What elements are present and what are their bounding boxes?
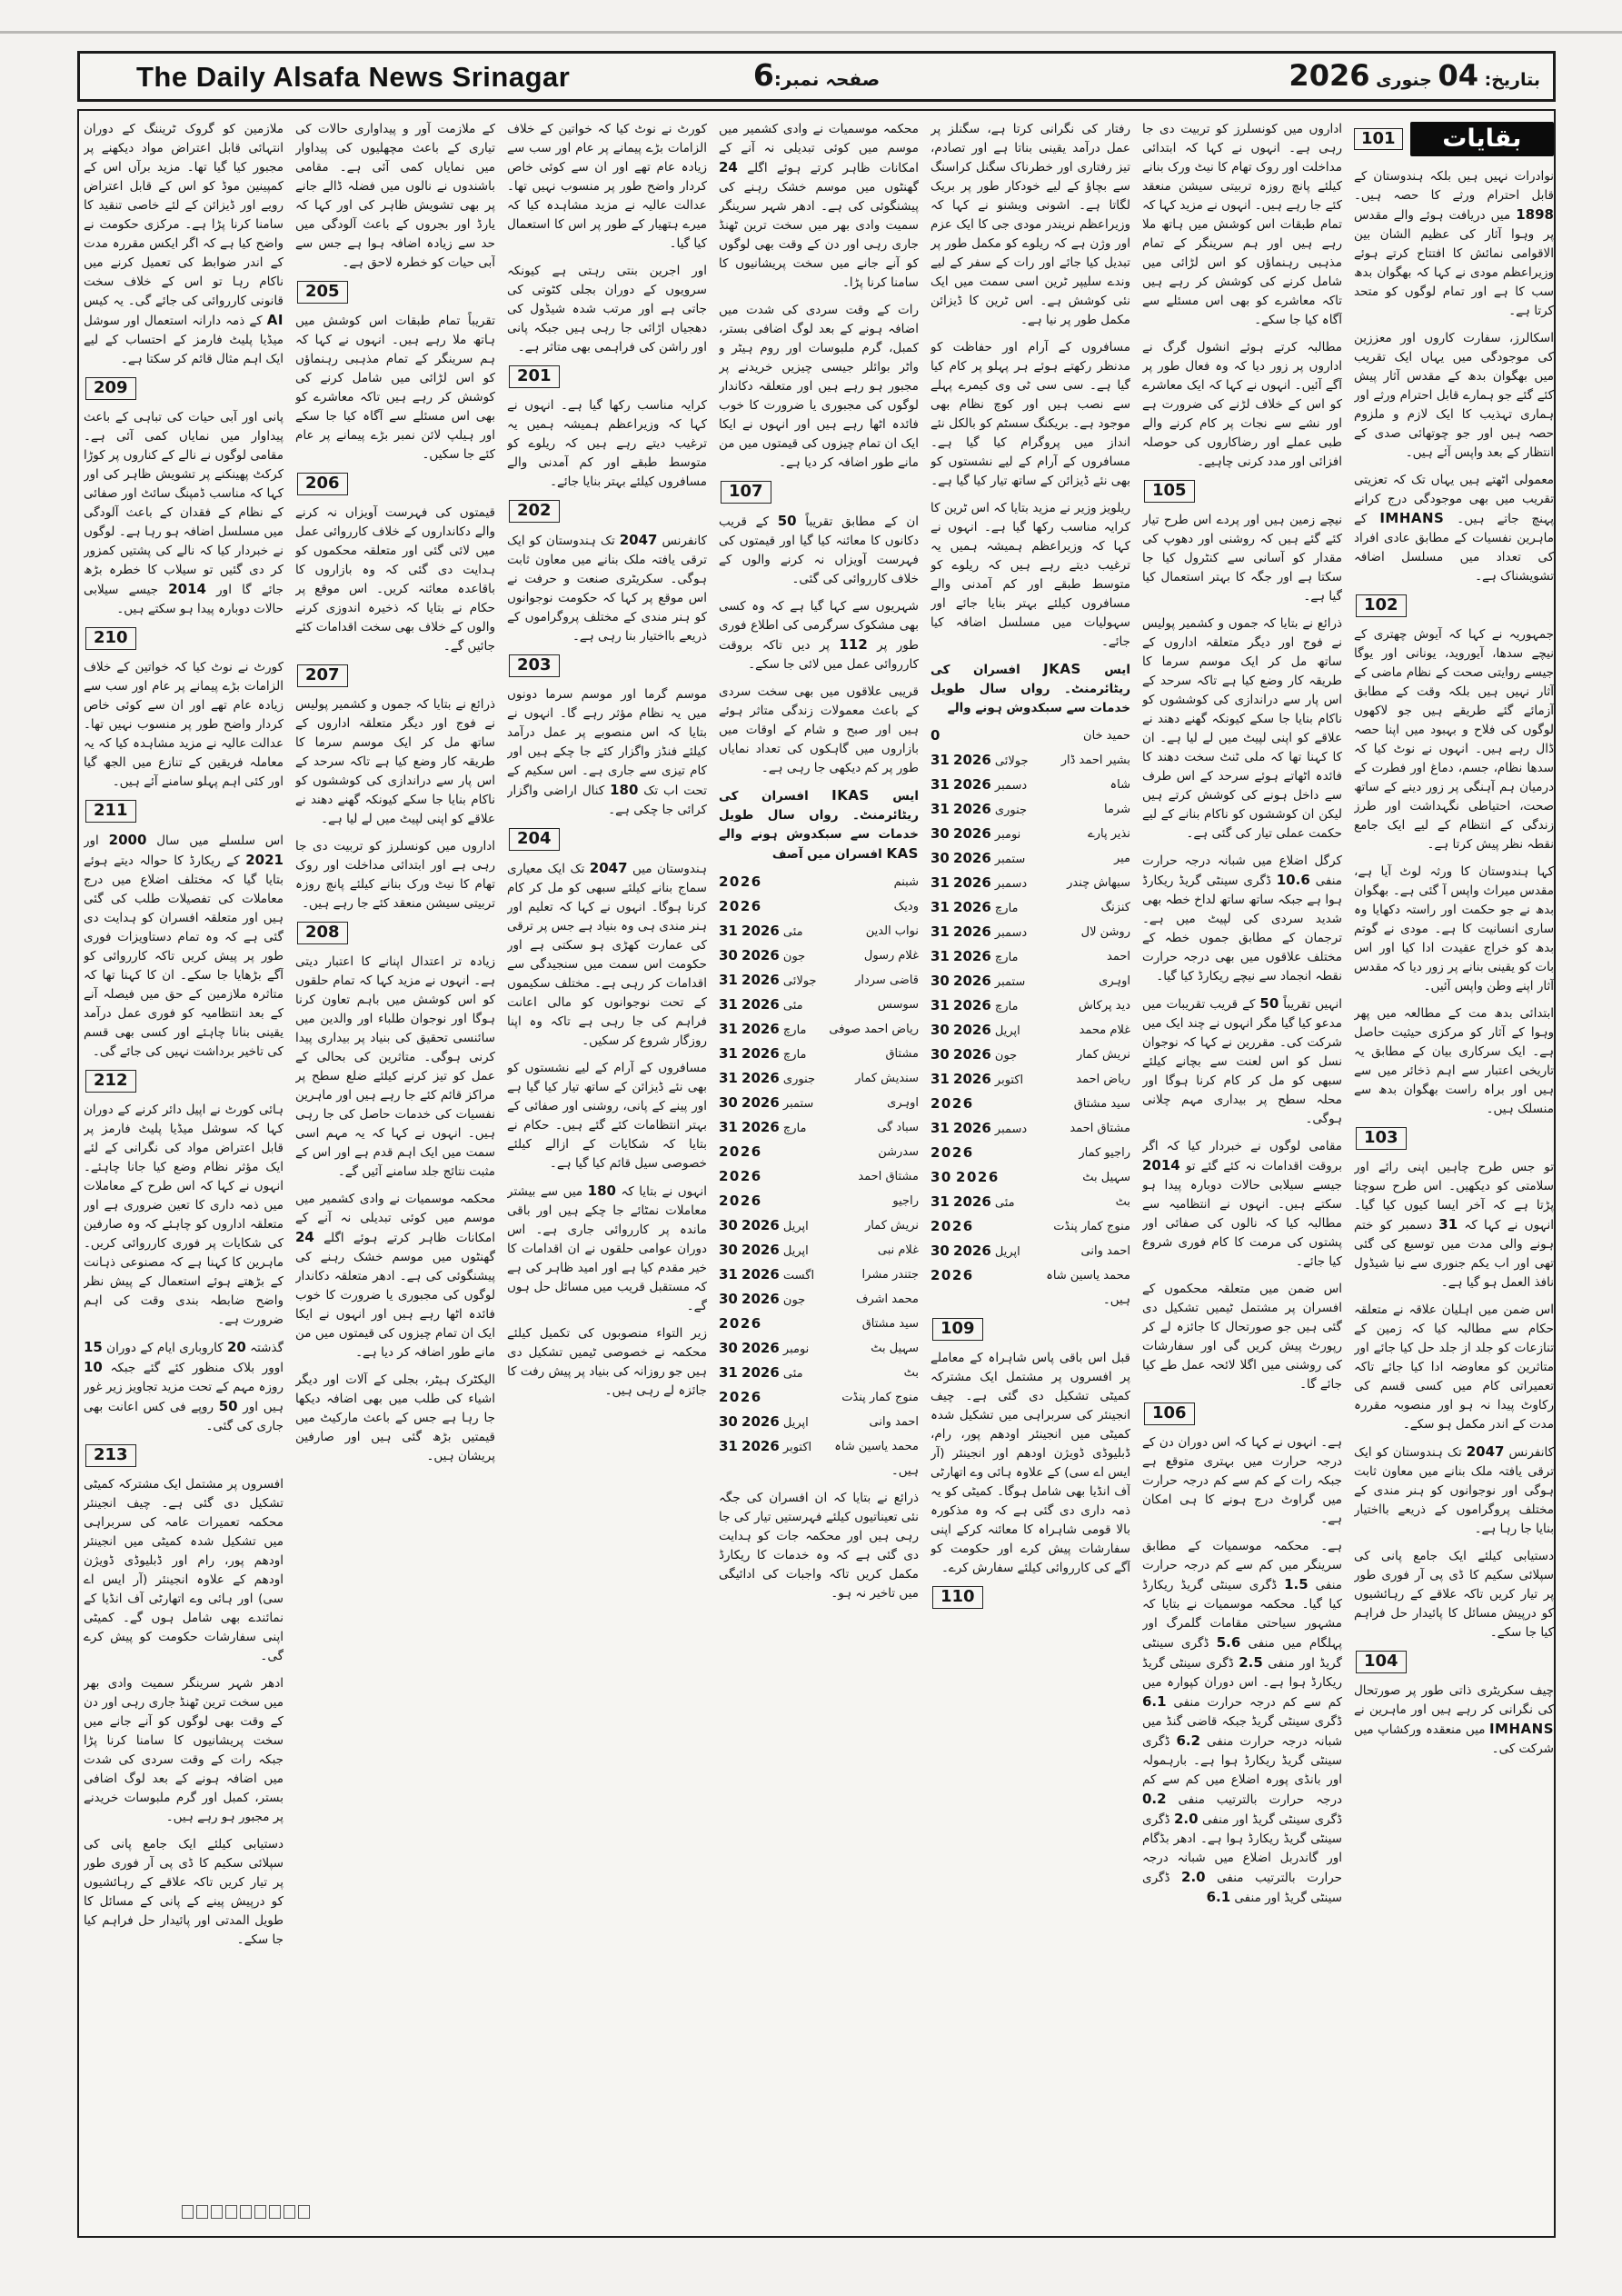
- officer-name: شاہ: [1110, 778, 1130, 792]
- article-paragraph: کانفرنس 2047 تک ہندوستان کو ایک ترقی یافتہ ملک بنانے میں معاون ثابت ہوگی اور نوجوانوں کو ہنر مندی کے مختلف پروگراموں کے ذریعے بااختیار بنایا جا رہا ہے۔: [1354, 1443, 1554, 1536]
- officer-list-item: [719, 1413, 919, 1433]
- article-paragraph: اداروں میں کونسلرز کو تربیت دی جا رہی ہے اور ابتدائی مداخلت اور روک تھام کا نیٹ ورک بنانے کیلئے پانچ روزہ تربیتی سیشن منعقد کئے جا رہے ہیں۔: [295, 839, 495, 911]
- officer-list-item: [719, 1437, 919, 1457]
- article-paragraph: مسافروں کے آرام کے لیے نشستوں کو بھی نئے ڈیزائن کے ساتھ تیار کیا گیا ہے اور پینے کے پانی، روشنی اور صفائی کے بہتر انتظامات کئے گئے ہیں۔ حکام نے بتایا کہ شکایات کے ازالے کیلئے خصوصی سیل قائم کیا گیا ہے۔: [507, 1061, 707, 1171]
- officer-list-item: [930, 898, 1130, 918]
- article-number-badge: 104: [1356, 1651, 1552, 1673]
- article-number-badge: 106: [1144, 1403, 1340, 1425]
- article-paragraph: تقریباً تمام طبقات اس کوشش میں ہاتھ ملا رہے ہیں۔ انہوں نے کہا کہ ہم سرینگر کے تمام مذہبی رہنماؤں کو اس لڑائی میں شامل کرنے کی کوشش کر رہے ہیں تاکہ معاشرے کو بھی اس مسئلے سے آگاہ کیا جا سکے اور ہیلپ لائن نمبر بڑے پیمانے پر عام کئے جا سکیں۔: [295, 314, 495, 462]
- article-number-badge: 208: [297, 922, 493, 944]
- date-day: 04: [1438, 58, 1478, 93]
- officer-name: احمد وانی: [1080, 1244, 1130, 1258]
- officer-list-item: [719, 1143, 919, 1163]
- date-label: بتاریخ:: [1484, 70, 1540, 90]
- article-paragraph: اس سلسلے میں سال 2000 اور 2021 کے ریکارڈ کا حوالہ دیتے ہوئے بتایا گیا کہ مختلف اضلاع میں درج معاملات کی تفصیلات طلب کی گئی ہیں اور متعلقہ افسران کو ہدایت دی گئی ہے کہ وہ تمام دستاویزات فوری طور پر پیش کریں تاکہ کارروائی کو آگے بڑھایا جا سکے۔ ان کا کہنا تھا کہ متاثرہ ملازمین کے حق میں فیصلہ آنے کے بعد انتظامیہ کو فوری عمل درآمد یقینی بنانا چاہئے اور کسی بھی قسم کی تاخیر برداشت نہیں کی جائے گی۔: [84, 832, 284, 1059]
- article-paragraph: جمہوریہ نے کہا کہ آیوش چھتری کے نیچے سدھا، آیوروید، یونانی اور یوگا جیسے روایتی صحت کے نظام ماضی کے آثار نہیں ہیں بلکہ وقت کے مطابق آزمائے گئے طریقے ہیں جو لاکھوں لوگوں کی فلاح و بہبود میں اپنا حصہ ڈال رہے ہیں۔ انہوں نے نوٹ کیا کہ سدھا نظام، جسم، دماغ اور فطرت کے درمیان ہم آہنگی پر زور دینے کے ساتھ صحت، احتیاطی نگہداشت اور طرز زندگی کے انتظام کے لیے ایک جامع نقطہ نظر پیش کرتا ہے۔: [1354, 627, 1554, 852]
- officer-name: منوج کمار پنڈت: [1053, 1220, 1130, 1233]
- article-paragraph: رفتار کی نگرانی کرتا ہے، سگنلز پر عمل درآمد یقینی بناتا ہے اور تصادم، تیز رفتاری اور خطرناک سگنل کراسنگ سے بچاؤ کے لیے خودکار طور پر بریک لگاتا ہے۔ اشونی ویشنو نے کہا کہ وزیراعظم نریندر مودی جی کا ایک عزم اور وژن ہے کہ ریلوے کو مکمل طور پر تبدیل کیا جائے اور رات کے سفر کے لیے وندے سلیپر ٹرین اسی سمت میں ایک نئی کوشش ہے۔ اس ٹرین کا ڈیزائن مکمل طور پر نیا ہے۔: [930, 122, 1130, 327]
- officer-name: راجیو: [892, 1194, 919, 1208]
- retirement-date: 31 دسمبر 2026: [930, 874, 1028, 891]
- registration-marks: [182, 2205, 310, 2219]
- article-paragraph: نیچے زمین ہیں اور پردے اس طرح تیار کئے گئے ہیں کہ روشنی اور دھوپ کی مقدار کو آسانی سے کنٹرول کیا جا سکتا ہے اور جگہ کا بہتر استعمال کیا گیا ہے۔: [1142, 513, 1342, 604]
- retirement-date: 30 اپریل 2026: [719, 1413, 809, 1430]
- retirement-date: 30 جون 2026: [719, 947, 806, 963]
- retirement-date: 31 مارچ 2026: [719, 1119, 807, 1135]
- officer-name: سبھاش چندر: [1067, 876, 1130, 890]
- article-paragraph: ہائی کورٹ نے اپیل دائر کرنے کے دوران کہا کہ سوشل میڈیا پلیٹ فارمز پر قابل اعتراض مواد کی نگرانی کے لئے ایک مؤثر نظام وضع کیا جانا چاہئے۔ انہوں نے کہا کہ اس طرح کے معاملات میں ذمہ داری کا تعین ضروری ہے اور متعلقہ اداروں کو چاہئے کہ وہ صارفین کی شکایات پر فوری کارروائی کریں۔ ماہرین کا کہنا ہے کہ مصنوعی ذہانت کے بڑھتے ہوئے استعمال کے پیش نظر واضح ضابطہ بندی وقت کی اہم ضرورت ہے۔: [84, 1103, 284, 1327]
- retirement-date: 31 اگست 2026: [719, 1266, 815, 1283]
- officer-name: نذیر پارے: [1088, 827, 1130, 841]
- officer-name: اوہری: [887, 1096, 919, 1110]
- officer-name: میر: [1113, 852, 1130, 865]
- article-number-badge: 210: [85, 627, 282, 650]
- retirement-date: 30 ستمبر 2026: [719, 1094, 814, 1111]
- retirement-date: 31 مئی 2026: [719, 996, 803, 1013]
- officer-name: غلام نبی: [877, 1243, 919, 1257]
- column-1: [84, 120, 284, 2227]
- officer-name: غلام رسول: [863, 949, 919, 963]
- retirement-date: 31 مئی 2026: [719, 923, 803, 939]
- retirement-date: 31 جنوری 2026: [719, 1070, 816, 1086]
- retirement-date: 30 اپریل 2026: [719, 1242, 809, 1258]
- retirement-date: 30 اپریل 2026: [930, 1022, 1020, 1038]
- article-paragraph: ادھر شہر سرینگر سمیت وادی بھر میں سخت ترین ٹھنڈ جاری رہی اور دن کے وقت بھی لوگوں کو آنے جانے میں سخت پریشانیوں کا سامنا کرنا پڑا جبکہ رات کے وقت سردی کی شدت میں اضافہ ہونے کے بعد لوگ اضافی بستر، کمبل اور گرم ملبوسات خریدنے پر مجبور ہو رہے ہیں۔: [84, 1676, 284, 1824]
- retirement-date: 30 جون 2026: [930, 1046, 1018, 1063]
- officer-list-item: [930, 1045, 1130, 1065]
- retirement-date: 2026: [719, 1389, 762, 1405]
- retirement-date: 31 مارچ 2026: [930, 997, 1019, 1013]
- retirement-date: 30 2026: [930, 1169, 1000, 1185]
- retirement-date: 30 نومبر 2026: [930, 825, 1021, 842]
- column-4: [719, 120, 919, 2227]
- officer-name: احمد: [1107, 950, 1130, 963]
- article-paragraph: کرایہ مناسب رکھا گیا ہے۔ انہوں نے کہا کہ وزیراعظم ہمیشہ ہمیں یہ ترغیب دیتے رہے ہیں کہ ریلوے کو متوسط طبقے اور کم آمدنی والے مسافروں کیلئے بہتر بنایا جائے۔: [507, 398, 707, 489]
- retirement-date: 30 ستمبر 2026: [930, 973, 1026, 989]
- list-heading: ایس IKAS افسران کی ریٹائرمنٹ۔ رواں سال طویل خدمات سے سبکدوش ہونے والے KAS افسران میں آصف: [719, 787, 919, 862]
- article-paragraph: دستیابی کیلئے ایک جامع پانی کی سپلائی سکیم کا ڈی پی آر فوری طور پر تیار کریں تاکہ علاقے کے رہائشیوں کو درپیش پینے کے پانی کے مسائل کا طویل المدتی اور پائیدار حل فراہم کیا جا سکے۔: [84, 1837, 284, 1947]
- retirement-date: 31 جولائی 2026: [719, 972, 817, 988]
- retirement-date: 31 اکتوبر 2026: [719, 1438, 812, 1454]
- article-paragraph: رات کے وقت سردی کی شدت میں اضافہ ہونے کے بعد لوگ اضافی بستر، کمبل، گرم ملبوسات اور روم ہیٹر و واٹر بوائلر جیسی چیزیں خریدنے پر مجبور ہو رہے ہیں اور متعلقہ دکاندار لوگوں کی مجبوری یا ضرورت کا خوب فائدہ اٹھا رہے ہیں اور انہوں نے ایکا ایک ان تمام چیزوں کی قیمتوں میں من مانے طور اضافہ کر دیا ہے۔: [719, 303, 919, 470]
- article-paragraph: انہوں نے بتایا کہ 180 میں سے بیشتر معاملات نمٹائے جا چکے ہیں اور باقی ماندہ پر کارروائی جاری ہے۔ اس دوران عوامی حلقوں نے ان اقدامات کا خیر مقدم کیا ہے اور امید ظاہر کی ہے کہ مستقبل قریب میں مسائل حل ہوں گے۔: [507, 1183, 707, 1313]
- registration-square: [196, 2205, 208, 2219]
- officer-list-item: [930, 1094, 1130, 1114]
- article-number-badge: 109: [932, 1318, 1129, 1341]
- officer-list-item: [930, 947, 1130, 967]
- retirement-date: 31 مارچ 2026: [930, 948, 1019, 964]
- officer-list-item: [930, 923, 1130, 943]
- article-number-badge: 206: [297, 473, 493, 495]
- article-paragraph: نوادرات نہیں ہیں بلکہ ہندوستان کے قابل احترام ورثے کا حصہ ہیں۔ 1898 میں دریافت ہوئے والے مقدس پر وہوا آثار کی عظیم الشان بین الاقوامی نمائش کا افتتاح کرتے ہوئے وزیراعظم مودی نے کہا کہ بھگوان بدھ سب کا ہے اور تمام لوگوں کو متحد کرتا ہے۔: [1354, 169, 1554, 318]
- officer-name: غلام محمد: [1079, 1023, 1130, 1037]
- column-2: [295, 120, 495, 2227]
- article-paragraph: ابتدائی بدھ مت کے مطالعہ میں پھر وہوا کے آثار کو مرکزی حیثیت حاصل ہے۔ ایک سرکاری بیان کے مطابق یہ تاریخی اعتبار سے اہم ذخائر میں سے ہیں اور براہ راست بھگوان بدھ سے منسلک ہیں۔: [1354, 1006, 1554, 1116]
- article-paragraph: کورٹ نے نوٹ کیا کہ خواتین کے خلاف الزامات بڑے پیمانے پر عام اور سب سے زیادہ عام تھے اور ان سے کوئی خاص کردار واضح طور پر منسوب نہیں تھا۔ عدالت عالیہ نے مزید مشاہدہ کیا کہ یہ معاملہ فریقین کے تنازع میں الجھ گیا اور کئی اہم پہلو سامنے آئے ہیں۔: [84, 660, 284, 789]
- article-paragraph: محکمہ موسمیات نے وادی کشمیر میں موسم میں کوئی تبدیلی نہ آنے کے امکانات ظاہر کرتے ہوئے اگلے 24 گھنٹوں میں موسم خشک رہنے کی پیشنگوئی کی ہے۔ ادھر متعلقہ دکاندار لوگوں کی مجبوری یا ضرورت کا خوب فائدہ اٹھا رہے ہیں اور انہوں نے ایکا ایک ان تمام چیزوں کی قیمتوں میں من مانے طور اضافہ کر دیا ہے۔: [295, 1192, 495, 1360]
- officer-list-item: [719, 897, 919, 917]
- officer-list-item: [719, 1363, 919, 1383]
- article-number-badge: 211: [85, 800, 282, 823]
- registration-square: [211, 2205, 223, 2219]
- retirement-date: 31 مئی 2026: [930, 1193, 1015, 1210]
- article-number-badge: 201: [509, 365, 705, 388]
- officer-list-item: [719, 1192, 919, 1212]
- officer-list-item: [719, 1265, 919, 1285]
- retirement-date: 2026: [719, 1168, 762, 1184]
- officer-list-item: [930, 996, 1130, 1016]
- officer-name: سباد گی: [877, 1121, 919, 1134]
- scan-artifact-line: [0, 31, 1622, 34]
- officer-name: محمد یاسین شاہ: [834, 1440, 919, 1453]
- registration-square: [284, 2205, 295, 2219]
- officer-name: سید مشتاق: [1073, 1097, 1130, 1111]
- officer-list-item: [719, 1044, 919, 1064]
- officer-name: سدرشن: [878, 1145, 919, 1159]
- article-paragraph: اسکالرز، سفارت کاروں اور معززین کی موجودگی میں یہاں ایک تقریب میں بھگوان بدھ کے مقدس آثار پیش کئے گئے جو ہمارے قابل احترام ورثے اور ہماری تہذیب کا ایک لازم و ملزوم حصہ ہیں اور جو چوتھائی صدی کے انتظار کے بعد واپس آئے ہیں۔: [1354, 331, 1554, 460]
- article-paragraph: ملازمین کو گروک ٹریننگ کے دوران انتہائی قابل اعتراض مواد دیکھنے پر مجبور کیا گیا تھا۔ مزید برآں اس کے کمپینین موڈ کو اس کے قابل اعتراض رویے اور ڈیزائن کے لئے خاصی تنقید کا سامنا کرنا پڑا ہے۔ مرکزی حکومت نے واضح کیا ہے کہ اگر ایکس مقررہ مدت کے اندر ضوابط کی تعمیل کرنے میں ناکام رہا تو اس کے خلاف سخت قانونی کارروائی کی جائے گی۔ یہ کیس AI کے ذمہ دارانہ استعمال اور سوشل میڈیا پلیٹ فارمز کے احتساب کے لیے ایک اہم مثال قائم کر سکتا ہے۔: [84, 122, 284, 366]
- retirement-date: 2026: [719, 898, 762, 914]
- article-number-badge: 107: [721, 481, 917, 504]
- article-paragraph: ہیں۔: [1102, 1293, 1130, 1307]
- officer-name: سہیل بٹ: [1082, 1171, 1130, 1184]
- officer-name: نریش کمار: [864, 1219, 919, 1233]
- officer-list-item: [930, 726, 1130, 746]
- officer-name: اوہری: [1099, 974, 1130, 988]
- retirement-date: 31 جنوری 2026: [930, 801, 1028, 817]
- retirement-date: 2026: [719, 1315, 762, 1332]
- article-paragraph: زیر التواء منصوبوں کی تکمیل کیلئے محکمہ نے خصوصی ٹیمیں تشکیل دی ہیں جو روزانہ کی بنیاد پر پیش رفت کا جائزہ لے رہی ہیں۔: [507, 1326, 707, 1398]
- newspaper-title: The Daily Alsafa News Srinagar: [136, 61, 571, 93]
- list-heading: ایس JKAS افسران کی ریٹائرمنٹ۔ رواں سال طویل خدمات سے سبکدوش ہونے والے: [930, 661, 1130, 715]
- officer-name: ریاض احمد: [1076, 1073, 1130, 1086]
- registration-square: [182, 2205, 194, 2219]
- officer-list-item: [930, 1021, 1130, 1041]
- retirement-date: 31 دسمبر 2026: [930, 1120, 1028, 1136]
- officer-name: بشیر احمد ڈار: [1060, 754, 1130, 767]
- page-number: 6: [752, 57, 774, 93]
- officer-list-item: [930, 1143, 1130, 1163]
- article-paragraph: معمولی اٹھتے ہیں یہاں تک کہ تعزیتی تقریب میں بھی موجودگی درج کرانے پہنچ جاتے ہیں۔ IMHANS کے ماہرین نفسیات کے مطابق عادی افراد کی تعداد میں مسلسل اضافہ تشویشناک ہے۔: [1354, 473, 1554, 584]
- page-number-label: [753, 57, 880, 93]
- officer-list-item: [930, 1193, 1130, 1213]
- officer-list-item: [930, 1119, 1130, 1139]
- article-paragraph: اور اجرین بنتی رہتی ہے کیونکہ سرویوں کے دوران بجلی کٹوتی کی جاتی ہے اور مرتب شدہ شیڈول کی دھجیاں اڑائی جا رہی ہیں جبکہ پانی اور راشن کی فراہمی بھی متاثر ہے۔: [507, 264, 707, 354]
- article-paragraph: کرگل اضلاع میں شبانہ درجہ حرارت منفی 10.6 ڈگری سینٹی گریڈ ریکارڈ ہوا ہے جبکہ ساتھ ساتھ لداخ خطہ بھی شدید سردی کی لپیٹ میں ہے۔ ترجمان کے مطابق جموں خطہ کے مختلف علاقوں میں بھی درجہ حرارت نقطہ انجماد سے نیچے ریکارڈ کیا گیا۔: [1142, 854, 1342, 983]
- article-paragraph: زیادہ تر اعتدال اپنانے کا اعتبار دیتی ہے۔ انہوں نے مزید کہا کہ تمام حلقوں کو اس کوشش میں باہم تعاون کرنا ہوگا اور نوجوان طلباء اور والدین میں سائنسی تحقیق کی بنیاد پر بیداری پیدا کرنی ہوگی۔ متاثرین کی بحالی کے عمل کو تیز کرنے کیلئے ضلع سطح پر مراکز قائم کئے جا رہے ہیں اور ماہرین نفسیات کی خدمات حاصل کی جا رہی ہیں۔ انہوں نے کہا کہ یہ مہم اسی سمت میں ایک اہم قدم ہے اور اس کے مثبت نتائج جلد سامنے آئیں گے۔: [295, 954, 495, 1179]
- registration-square: [269, 2205, 281, 2219]
- article-paragraph: اس ضمن میں اہلیان علاقہ نے متعلقہ حکام سے مطالبہ کیا کہ زمین کے تنازعات کو جلد از جلد حل کیا جائے اور متاثرین کو معاوضہ ادا کیا جائے تاکہ تعمیراتی کام میں کسی قسم کی رکاوٹ پیدا نہ ہو اور منصوبہ مقررہ مدت کے اندر مکمل ہو سکے۔: [1354, 1303, 1554, 1432]
- article-paragraph: اس ضمن میں متعلقہ محکموں کے افسران پر مشتمل ٹیمیں تشکیل دی گئی ہیں جو صورتحال کا جائزہ لے کر رپورٹ پیش کریں گی اور سفارشات کی روشنی میں اگلا لائحہ عمل طے کیا جائے گا۔: [1142, 1282, 1342, 1392]
- retirement-date: 2026: [930, 1095, 974, 1112]
- officer-list-item: [719, 1388, 919, 1408]
- date-month: جنوری: [1376, 70, 1432, 90]
- article-paragraph: کہا ہندوستان کا ورثہ لوٹ آیا ہے، مقدس میراث واپس آ گئی ہے۔ بھگوان بدھ نے جو حکمت اور راستہ دکھایا وہ ساری انسانیت کا ہے۔ مودی نے گوتم بدھ کو خراج عقیدت ادا کیا اور اس بات کو یقینی بنانے پر زور دیا کہ مقدس آثار اپنے وطن واپس آئیں۔: [1354, 864, 1554, 993]
- officer-list-item: [930, 1070, 1130, 1090]
- article-number-badge: 101: [1354, 128, 1403, 150]
- article-number-badge: 209: [85, 377, 282, 400]
- officer-list-item: [719, 922, 919, 942]
- article-paragraph: کے ملازمت آور و پیداواری حالات کی تیاری کے باعث مچھلیوں کی پیداوار میں نمایاں کمی آئی ہے۔ مقامی باشندوں نے نالوں میں فضلہ ڈالے جانے پر بھی تشویش ظاہر کی اور کہا کہ یارڈ اور بجروں کے باعث آلودگی میں حد سے زیادہ اضافہ ہوا ہے جس سے آبی حیات کو خطرہ لاحق ہے۔: [295, 122, 495, 270]
- column-6: [1142, 120, 1342, 2227]
- article-paragraph: مسافروں کے آرام اور حفاظت کو مدنظر رکھتے ہوئے ہر پہلو پر کام کیا گیا ہے۔ سی سی ٹی وی کیمرے پہلے سے نصب ہیں اور کوچ نظام بھی موجود ہے۔ بریکنگ سسٹم کو بالکل نئے انداز میں پروگرام کیا گیا ہے۔ مسافروں کے آرام کے لیے نشستوں کو بھی نئے ڈیزائن کے ساتھ تیار کیا گیا ہے۔: [930, 340, 1130, 488]
- article-paragraph: قیمتوں کی فہرست آویزاں نہ کرنے والے دکانداروں کے خلاف کارروائی عمل میں لائی گئی اور متعلقہ محکموں کو ہدایت دی گئی کہ وہ بازاروں کا باقاعدہ معائنہ کریں۔ اس موقع پر حکام نے بتایا کہ ذخیرہ اندوزی کرنے والوں کے خلاف بھی سخت اقدامات کئے جائیں گے۔: [295, 505, 495, 654]
- column-7: [1354, 120, 1554, 2227]
- retirement-date: 31 دسمبر 2026: [930, 776, 1028, 793]
- officer-name: جتندر مشرا: [861, 1268, 919, 1282]
- retirement-date: 31 مارچ 2026: [719, 1021, 807, 1037]
- officer-list-item: [719, 1167, 919, 1187]
- retirement-date: 31 مئی 2026: [719, 1364, 803, 1381]
- retirement-date: 30 اپریل 2026: [930, 1243, 1020, 1259]
- officer-list-item: [719, 1216, 919, 1236]
- article-paragraph: افسروں پر مشتمل ایک مشترکہ کمیٹی تشکیل دی گئی ہے۔ چیف انجینئر محکمہ تعمیرات عامہ کی سربراہی میں تشکیل شدہ کمیٹی میں انجینئر اودھم پور، رام اور ڈبلیوڈی ڈویژن اودھم کے علاوہ انجینئر (آر ایس اے سی) اور ہائی وے اتھارٹی آف انڈیا کے نمائندے بھی شامل ہوں گے۔ کمیٹی اپنی سفارشات حکومت کو پیش کرے گی۔: [84, 1477, 284, 1663]
- officer-list-item: [930, 1266, 1130, 1286]
- retirement-date: 31 جولائی 2026: [930, 752, 1029, 768]
- officer-name: محمد اشرف: [856, 1293, 919, 1306]
- masthead: [77, 51, 1556, 102]
- officer-list-item: [930, 824, 1130, 844]
- retirement-date: 30 جون 2026: [719, 1291, 806, 1307]
- article-paragraph: ذرائع نے بتایا کہ جموں و کشمیر پولیس نے فوج اور دیگر متعلقہ اداروں کے ساتھ مل کر ایک موسم سرما کا طریقہ کار وضع کیا ہے تاکہ سرحد کے اس پار سے دراندازی کی کوششوں کو ناکام بنایا جا سکے کیونکہ گھنے دھند نے علاقے کو اپنی لپیٹ میں لے لیا ہے۔ ان کا کہنا تھا کہ ملی ٹنٹ سخت دھند کا فائدہ اٹھاتے ہوئے سرحد کے اس طرف سے داخل ہونے کی کوشش کرتے ہیں لیکن ان کوششوں کو ناکام بنانے کے لیے حکمت عملی تیار کی گئی ہے۔: [1142, 616, 1342, 841]
- article-number-badge: 102: [1356, 594, 1552, 617]
- registration-square: [298, 2205, 310, 2219]
- officer-name: محمد یاسین شاہ: [1046, 1269, 1130, 1283]
- officer-name: مشتاق احمد: [858, 1170, 919, 1183]
- date-line: [1289, 58, 1540, 93]
- article-paragraph: اداروں میں کونسلرز کو تربیت دی جا رہی ہے۔ انہوں نے کہا کہ ابتدائی مداخلت اور روک تھام کا نیٹ ورک بنانے کیلئے پانچ روزہ تربیتی سیشن منعقد کئے جا رہے ہیں۔ انہوں نے مزید کہا کہ تمام طبقات اس کوشش میں ہاتھ ملا رہے ہیں اور ہم سرینگر کے تمام مذہبی رہنماؤں کو اس لڑائی میں شامل کرنے کی کوشش کر رہے ہیں تاکہ معاشرے کو بھی اس مسئلے سے آگاہ کیا جا سکے۔: [1142, 122, 1342, 327]
- officer-list-item: [719, 1069, 919, 1089]
- officer-list-item: [719, 1118, 919, 1138]
- officer-list-item: [719, 971, 919, 991]
- article-paragraph: پانی اور آبی حیات کی تباہی کے باعث پیداوار میں نمایاں کمی آئی ہے۔ مقامی لوگوں نے نالے کے کناروں پر کوڑا کرکٹ پھینکنے پر تشویش ظاہر کی اور کہا کہ مناسب ڈمپنگ سائٹ اور صفائی کے نظام کے فقدان کے باعث آلودگی میں مسلسل اضافہ ہو رہا ہے۔ لوگوں نے خبردار کیا کہ نالے کی پشتیں کمزور کر دی گئیں تو سیلاب کا خطرہ بڑھ جائے گا اور 2014 جیسے سیلابی حالات دوبارہ پیدا ہو سکتے ہیں۔: [84, 410, 284, 616]
- officer-list-item: [930, 849, 1130, 869]
- officer-name: روشن لال: [1080, 925, 1130, 939]
- officer-name: سید مشتاق: [861, 1317, 919, 1331]
- officer-list-item: [719, 1093, 919, 1113]
- officer-list-item: [719, 995, 919, 1015]
- article-paragraph: گذشتہ 20 کاروباری ایام کے دوران 15 اوور بلاک منظور کئے گئے جبکہ 10 روزہ مہم کے تحت مزید تجاویز زیر غور ہیں اور 50 روپے فی کس اعانت بھی جاری کی گئی۔: [84, 1339, 284, 1433]
- officer-list-item: [930, 1168, 1130, 1188]
- officer-list-item: [930, 1242, 1130, 1262]
- registration-square: [254, 2205, 266, 2219]
- article-paragraph: تو جس طرح چاہیں اپنی رائے اور سلامتی کو دیکھیں۔ اس طرح سوچنا پڑتا ہے کہ آخر ایسا کیوں کیا گیا۔ انہوں نے کہا کہ 31 دسمبر کو ختم ہونے والی مدت میں توسیع کی گئی تھی اور اب یکم جنوری سے نیا شیڈول نافذ العمل ہو گیا ہے۔: [1354, 1160, 1554, 1290]
- officer-name: سندیش کمار: [855, 1072, 919, 1085]
- retirement-date: 30 اپریل 2026: [719, 1217, 809, 1233]
- retirement-date: 2026: [719, 1143, 762, 1160]
- article-number-badge: 213: [85, 1444, 282, 1467]
- retirement-date: 0: [930, 727, 941, 744]
- article-paragraph: مطالبہ کرتے ہوئے انشول گرگ نے اداروں پر زور دیا کہ وہ فعال طور پر آگے آئیں۔ انہوں نے کہا کہ ایک معاشرے کو اس کے خلاف لڑنے کی ضرورت ہے اور نشے سے نجات پر کام کرنے والے طبی عملے اور رضاکاروں کی حوصلہ افزائی اور مدد کرنی چاہیے۔: [1142, 340, 1342, 469]
- officer-list-item: [930, 800, 1130, 820]
- officer-list-item: [930, 751, 1130, 771]
- article-paragraph: موسم گرما اور موسم سرما دونوں میں یہ نظام مؤثر رہے گا۔ انہوں نے بتایا کہ اس منصوبے پر عمل درآمد کیلئے فنڈز واگزار کئے جا چکے ہیں اور کام تیزی سے جاری ہے۔ اس سکیم کے تحت اب تک 180 کنال اراضی واگزار کرائی جا چکی ہے۔: [507, 687, 707, 817]
- officer-list-item: [719, 1339, 919, 1359]
- article-paragraph: دستیابی کیلئے ایک جامع پانی کی سپلائی سکیم کا ڈی پی آر فوری طور پر تیار کریں تاکہ علاقے کے رہائشیوں کو درپیش مسائل کا پائیدار حل فراہم کیا جا سکے۔: [1354, 1549, 1554, 1640]
- officer-name: شبنم: [893, 875, 919, 889]
- retirement-date: 2026: [930, 1144, 974, 1161]
- retirement-date: 2026: [930, 1267, 974, 1283]
- officer-name: حمید خان: [1083, 729, 1130, 743]
- continuation-header-row: [1354, 122, 1554, 156]
- officer-name: بٹ: [903, 1366, 919, 1380]
- officer-name: نریش کمار: [1076, 1048, 1130, 1062]
- article-paragraph: محکمہ موسمیات نے وادی کشمیر میں موسم میں کوئی تبدیلی نہ آنے کے امکانات ظاہر کرتے ہوئے اگلے 24 گھنٹوں میں موسم خشک رہنے کی پیشنگوئی کی ہے۔ ادھر شہر سرینگر سمیت وادی بھر میں سخت ترین ٹھنڈ جاری رہی اور دن کے وقت بھی لوگوں کو آنے جانے میں سخت پریشانیوں کا سامنا کرنا پڑا۔: [719, 122, 919, 290]
- officer-name: مشتاق: [885, 1047, 919, 1061]
- article-number-badge: 105: [1144, 480, 1340, 503]
- officer-list-item: [930, 873, 1130, 893]
- article-paragraph: ہے۔ انہوں نے کہا کہ اس دوران دن کے درجہ حرارت میں بہتری متوقع ہے جبکہ رات کے کم سے کم درجہ حرارت میں گراوٹ درج ہونے کا ہی امکان ہے۔: [1142, 1435, 1342, 1526]
- officer-list-item: [930, 1217, 1130, 1237]
- officer-list-item: [719, 946, 919, 966]
- officer-list-item: [930, 775, 1130, 795]
- article-paragraph: الیکٹرک ہیٹر، بجلی کے آلات اور دیگر اشیاء کی طلب میں بھی اضافہ دیکھا جا رہا ہے جس کے باعث مارکیٹ میں قیمتیں بڑھ گئی ہیں اور صارفین پریشان ہیں۔: [295, 1373, 495, 1463]
- article-paragraph: قریبی علاقوں میں بھی سخت سردی کے باعث معمولات زندگی متاثر ہوئے ہیں اور صبح و شام کے اوقات میں بازاروں میں گاہکوں کی تعداد نمایاں طور پر کم دیکھی جا رہی ہے۔: [719, 684, 919, 775]
- article-paragraph: ہے۔ محکمہ موسمیات کے مطابق سرینگر میں کم سے کم درجہ حرارت منفی 1.5 ڈگری سینٹی گریڈ ریکارڈ کیا گیا۔ محکمہ موسمیات نے بتایا کہ مشہور سیاحتی مقامات گلمرگ اور پہلگام میں منفی 5.6 ڈگری سینٹی گریڈ اور منفی 2.5 ڈگری سینٹی گریڈ ریکارڈ ہوا ہے۔ اس دوران کپوارہ میں کم سے کم درجہ حرارت منفی 6.1 ڈگری سینٹی گریڈ جبکہ قاضی گنڈ میں شبانہ درجہ حرارت منفی 6.2 ڈگری سینٹی گریڈ ریکارڈ ہوا ہے۔ بارہمولہ اور بانڈی پورہ اضلاع میں کم سے کم درجہ حرارت بالترتیب منفی 0.2 ڈگری سینٹی گریڈ اور منفی 2.0 ڈگری سینٹی گریڈ ریکارڈ ہوا ہے۔ ادھر بڈگام اور گاندربل اضلاع میں شبانہ درجہ حرارت بالترتیب منفی 2.0 ڈگری سینٹی گریڈ اور منفی 6.1: [1142, 1539, 1342, 1905]
- retirement-date: 31 مارچ 2026: [719, 1045, 807, 1062]
- registration-square: [225, 2205, 237, 2219]
- officer-list-item: [719, 1314, 919, 1334]
- officer-name: مشتاق احمد: [1070, 1122, 1130, 1135]
- officer-name: سوسس: [877, 998, 919, 1012]
- article-paragraph: ان کے مطابق تقریباً 50 کے قریب دکانوں کا معائنہ کیا گیا اور قیمتوں کی فہرست آویزاں نہ کرنے والوں کے خلاف کارروائی کی گئی۔: [719, 513, 919, 586]
- officer-name: بٹ: [1115, 1195, 1130, 1209]
- article-paragraph: ہندوستان میں 2047 تک ایک معیاری سماج بنانے کیلئے سبھی کو مل کر کام کرنا ہوگا۔ انہوں نے کہا کہ تعلیم اور ہنر مندی ہی وہ بنیاد ہے جس پر ترقی کی عمارت کھڑی ہو سکتی ہے اور حکومت اس سمت میں سنجیدگی سے اقدامات کر رہی ہے۔ مختلف سکیموں کے تحت نوجوانوں کو مالی اعانت فراہم کی جا رہی ہے تاکہ وہ اپنا روزگار شروع کر سکیں۔: [507, 860, 707, 1048]
- officer-list-item: [719, 1241, 919, 1261]
- article-number-badge: 204: [509, 828, 705, 851]
- article-paragraph: ریلویز وزیر نے مزید بتایا کہ اس ٹرین کا کرایہ مناسب رکھا گیا ہے۔ انہوں نے کہا کہ وزیراعظم ہمیشہ ہمیں یہ ترغیب دیتے رہے ہیں کہ ریلوے کو متوسط طبقے اور کم آمدنی والے مسافروں کیلئے بہتر بنایا جائے اور سہولیات میں مسلسل اضافہ کیا جائے۔: [930, 501, 1130, 649]
- officer-name: قاضی سردار: [855, 973, 919, 987]
- registration-square: [240, 2205, 252, 2219]
- article-paragraph: ہیں۔: [891, 1463, 919, 1478]
- article-paragraph: انہیں تقریباً 50 کے قریب تقریبات میں مدعو کیا گیا مگر انہوں نے چند ایک میں شرکت کی۔ مقررین نے کہا کہ نوجوان نسل کو اس لعنت سے بچانے کیلئے سبھی کو مل کر کام کرنا ہوگا اور محلہ سطح پر بیداری مہم چلانی ہوگی۔: [1142, 995, 1342, 1126]
- officer-name: کنزنگ: [1100, 901, 1130, 914]
- retirement-date: 31 مارچ 2026: [930, 899, 1019, 915]
- page-number-text: صفحہ نمبر:: [773, 68, 881, 90]
- officer-name: نواب الدین: [865, 924, 919, 938]
- officer-name: شرما: [1104, 803, 1130, 816]
- date-year: 2026: [1289, 58, 1370, 93]
- article-paragraph: کانفرنس 2047 تک ہندوستان کو ایک ترقی یافتہ ملک بنانے میں معاون ثابت ہوگی۔ سکریٹری صنعت و حرفت نے اس موقع پر کہا کہ حکومت نوجوانوں کو ہنر مندی کے مختلف پروگراموں کے ذریعے بااختیار بنا رہی ہے۔: [507, 532, 707, 644]
- officer-name: راجیو کمار: [1079, 1146, 1130, 1160]
- retirement-date: 2026: [930, 1218, 974, 1234]
- article-paragraph: قبل اس باقی پاس شاہراہ کے معاملے پر افسروں پر مشتمل ایک مشترکہ کمیٹی تشکیل دی گئی ہے۔ چیف انجینئر کی سربراہی میں تشکیل شدہ کمیٹی میں انجینئر اودھم پور، رام، ڈبلیوڈی ڈویژن اودھم اور انجینئر (آر ایس اے سی) کے علاوہ ہائی وے اتھارٹی آف انڈیا بھی شامل ہوگا۔ کمیٹی کو یہ ذمہ داری دی گئی ہے کہ وہ مذکورہ بالا قومی شاہراہ کا معائنہ کرکے اپنی سفارشات پیش کرے اور حکومت کو آگے کی کارروائی کیلئے سفارش کرے۔: [930, 1351, 1130, 1575]
- officer-list-item: [719, 1290, 919, 1310]
- article-paragraph: کورٹ نے نوٹ کیا کہ خواتین کے خلاف الزامات بڑے پیمانے پر عام اور سب سے زیادہ عام تھے اور ان سے کوئی خاص کردار واضح طور پر منسوب نہیں تھا۔ عدالت عالیہ نے مزید مشاہدہ کیا کہ میرے ہتھیار کے طور پر اس کا استعمال کیا گیا۔: [507, 122, 707, 251]
- officer-name: احمد وانی: [869, 1415, 919, 1429]
- retirement-date: 30 نومبر 2026: [719, 1340, 810, 1356]
- continuation-banner: بقایات: [1410, 122, 1554, 156]
- article-paragraph: ذرائع نے بتایا کہ ان افسران کی جگہ نئی تعیناتیوں کیلئے فہرستیں تیار کی جا رہی ہیں اور محکمہ جات کو ہدایت دی گئی ہے کہ وہ خدمات کا ریکارڈ مکمل کریں تاکہ واجبات کی ادائیگی میں تاخیر نہ ہو۔: [719, 1491, 919, 1601]
- article-number-badge: 110: [932, 1586, 1129, 1609]
- column-5: [930, 120, 1130, 2227]
- article-number-badge: 202: [509, 500, 705, 523]
- article-number-badge: 203: [509, 654, 705, 677]
- officer-name: منوج کمار پنڈت: [841, 1391, 919, 1404]
- retirement-date: 2026: [719, 1193, 762, 1209]
- article-number-badge: 205: [297, 281, 493, 304]
- officer-list-item: [719, 873, 919, 893]
- article-paragraph: چیف سکریٹری ذاتی طور پر صورتحال کی نگرانی کر رہے ہیں اور ماہرین نے IMHANS میں منعقدہ ورکشاپ میں شرکت کی۔: [1354, 1683, 1554, 1756]
- retirement-date: 31 دسمبر 2026: [930, 923, 1028, 940]
- retirement-date: 2026: [719, 873, 762, 890]
- officer-name: ریاض احمد صوفی: [829, 1023, 919, 1036]
- officer-list-item: [719, 1020, 919, 1040]
- article-number-badge: 212: [85, 1070, 282, 1093]
- officer-name: ودیک: [893, 900, 919, 913]
- officer-name: دید پرکاش: [1078, 999, 1130, 1013]
- article-number-badge: 103: [1356, 1127, 1552, 1150]
- column-3: [507, 120, 707, 2227]
- article-number-badge: 207: [297, 664, 493, 687]
- officer-list-item: [930, 972, 1130, 992]
- officer-name: سہیل بٹ: [871, 1342, 919, 1355]
- retirement-date: 31 اکتوبر 2026: [930, 1071, 1024, 1087]
- article-paragraph: شہریوں سے کہا گیا ہے کہ وہ کسی بھی مشکوک سرگرمی کی اطلاع فوری طور پر 112 پر دیں تاکہ بروقت کارروائی عمل میں لائی جا سکے۔: [719, 599, 919, 672]
- article-paragraph: ذرائع نے بتایا کہ جموں و کشمیر پولیس نے فوج اور دیگر متعلقہ اداروں کے ساتھ مل کر ایک موسم سرما کا طریقہ کار وضع کیا ہے تاکہ سرحد کے اس پار سے دراندازی کی کوششوں کو ناکام بنایا جا سکے کیونکہ گھنے دھند نے علاقے کو اپنی لپیٹ میں لے لیا ہے۔: [295, 697, 495, 826]
- retirement-date: 30 ستمبر 2026: [930, 850, 1026, 866]
- article-paragraph: مقامی لوگوں نے خبردار کیا کہ اگر بروقت اقدامات نہ کئے گئے تو 2014 جیسے سیلابی حالات دوبارہ پیدا ہو سکتے ہیں۔ انہوں نے انتظامیہ سے مطالبہ کیا کہ نالوں کی صفائی اور پشتوں کی مرمت کا کام فوری شروع کیا جائے۔: [1142, 1139, 1342, 1269]
